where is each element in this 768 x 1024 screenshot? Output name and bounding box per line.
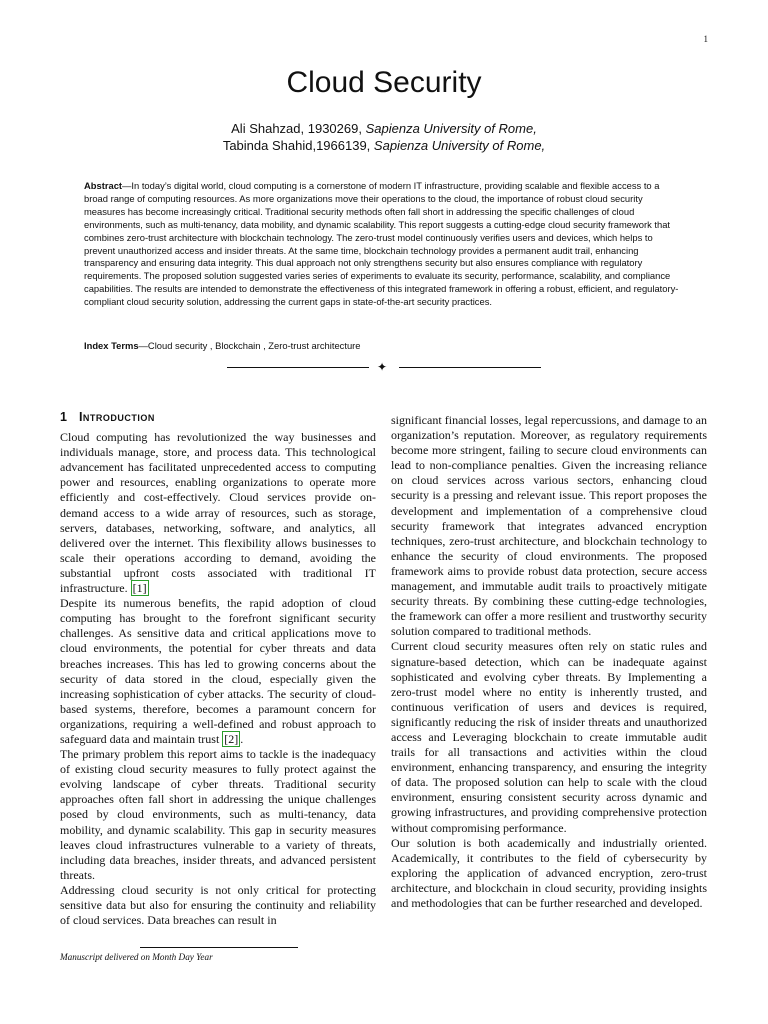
author-affiliation: Sapienza University of Rome, [365,121,537,136]
index-terms-label: Index Terms [84,340,139,351]
author-name: Tabinda Shahid,1966139, [222,138,371,153]
footnote: Manuscript delivered on Month Day Year [60,952,213,962]
author-block [0,120,768,154]
footnote-rule [140,947,298,948]
paragraph-text: Despite its numerous benefits, the rapid adoption of cloud computing has brought to the forefront significant security challenges. As sensitive data and critical applications move to cloud environments, the potential for cyber threats and data breaches increases. This has led to growing concerns about the security of data stored in the cloud, especially given the increasing sophistication of cyber attacks. The security of cloud-based systems, therefore, becomes a paramount concern for organizations, requiring a well-defined and robust approach to safeguard data and maintain trust [60,596,376,746]
page-number: 1 [703,34,708,44]
author-name: Ali Shahzad, 1930269, [231,121,362,136]
index-terms [84,340,684,351]
section-separator [227,361,541,373]
paragraph: The primary problem this report aims to tackle is the inadequacy of existing cloud security measures to fully protect against the evolving landscape of cyber threats. Traditional security approaches often fall short in addressing the unique challenges posed by cloud environments, such as multi-tenancy, data mobility, and dynamic scalability. This gap in security measures leaves cloud infrastructures vulnerable to a variety of threats, including data breaches, insider threats, and advanced persistent threats. [60,747,376,882]
left-column [60,410,376,928]
paragraph-text: Cloud computing has revolutionized the way businesses and individuals manage, store, and process data. This technological advancement has facilitated unprecedented access to computing power and resources, enabling organizations to operate more efficiently and cost-effectively. Cloud services provide on-demand access to a wide array of resources, such as storage, servers, databases, networking, software, and analytics, all delivered over the internet. This flexibility allows businesses to scale their operations according to demand, avoiding the substantial upfront costs associated with traditional IT infrastructure. [60,430,376,596]
paragraph: Addressing cloud security is not only critical for protecting sensitive data but also for ensuring the continuity and reliability of cloud services. Data breaches can result in [60,882,376,928]
abstract-label: Abstract [84,180,123,191]
paragraph: significant financial losses, legal repercussions, and damage to an organization’s reputation. Moreover, as regulatory requirements become more stringent, failing to secure cloud environments can lead to non-compliance penalties. Given the increasing reliance on cloud services across various sectors, enhancing cloud security is a pressing and relevant issue. This report proposes the development and implementation of a comprehensive cloud security framework that integrates advanced encryption techniques, zero-trust architecture, and blockchain technology to enhance the security of cloud environments. The proposed framework aims to provide robust data protection, secure access management, and immutable audit trails to proactively mitigate security threats. By combining these cutting-edge technologies, the framework can offer a more resilient and trustworthy security solution compared to traditional methods. [391,413,707,639]
paragraph [60,430,376,596]
right-column [391,413,707,911]
citation-link[interactable]: [2] [224,731,239,746]
section-title: Introduction [78,410,155,424]
paragraph: Current cloud security measures often rely on static rules and signature-based detection, which can be inadequate against sophisticated and evolving cyber threats. By Implementing a zero-trust model where no entity is inherently trusted, and continuous verification of users and devices is required, significantly reducing the risk of insider threats and unauthorized access and Leveraging blockchain to create immutable audit trails for all transactions and activities within the cloud environment, enhancing transparency, and ensuring the integrity of data. The proposed solution can help to scale with the cloud environment, ensuring consistent security across dynamic and growing infrastructures, and providing comprehensive protection without compromising performance. [391,639,707,835]
author-line-1 [0,120,768,137]
separator-line-right [399,367,541,368]
author-line-2 [0,137,768,154]
index-terms-text: —Cloud security , Blockchain , Zero-trust architecture [138,340,361,351]
citation-link[interactable]: [1] [132,581,147,596]
section-number: 1 [60,410,67,424]
separator-line-left [227,367,369,368]
abstract-text: —In today’s digital world, cloud computing is a cornerstone of modern IT infrastructure, providing scalable and flexible access to a broad range of computing resources. As more organizations move their operations to the cloud, the importance of robust cloud security measures has become increasingly critical. Traditional security methods often fall short in addressing the specific challenges of cloud environments, such as multi-tenancy, data mobility, and dynamic scalability. This report suggests a cutting-edge cloud security framework that combines zero-trust architecture with blockchain technology. The zero-trust model continuously verifies users and devices, which helps to prevent unauthorized access and insider threats. At the same time, blockchain technology provides a permanent audit trail, enhancing transparency and ensuring data integrity. This dual approach not only strengthens security but also ensures compliance with regulatory requirements. The proposed solution suggested varies series of experiments to evaluate its security, performance, scalability, and compliance capabilities. The results are intended to demonstrate the effectiveness of this integrated framework in offering a robust, efficient, and regulatory-compliant cloud security solution, addressing the current gaps in state-of-the-art security practices. [84,180,679,308]
paragraph: Despite its numerous benefits, the rapid adoption of cloud computing has brought to the forefront significant security challenges. As sensitive data and critical applications move to cloud environments, the potential for cyber threats and data breaches increases. This has led to growing concerns about the security of data stored in the cloud, especially given the increasing sophistication of cyber attacks. The security of cloud-based systems, therefore, becomes a paramount concern for organizations, requiring a well-defined and robust approach to safeguard data and maintain trust [2] . [60,596,376,746]
paper-title: Cloud Security [286,66,482,99]
abstract [84,180,684,309]
author-affiliation: Sapienza University of Rome, [373,138,546,153]
section-heading [60,410,376,425]
diamond-icon: ✦ [377,360,388,374]
paragraph: Our solution is both academically and industrially oriented. Academically, it contributes to the field of cybersecurity by exploring the application of advanced encryption, zero-trust architecture, and blockchain in cloud security, providing insights and methodologies that can be further researched and developed. [391,835,707,910]
